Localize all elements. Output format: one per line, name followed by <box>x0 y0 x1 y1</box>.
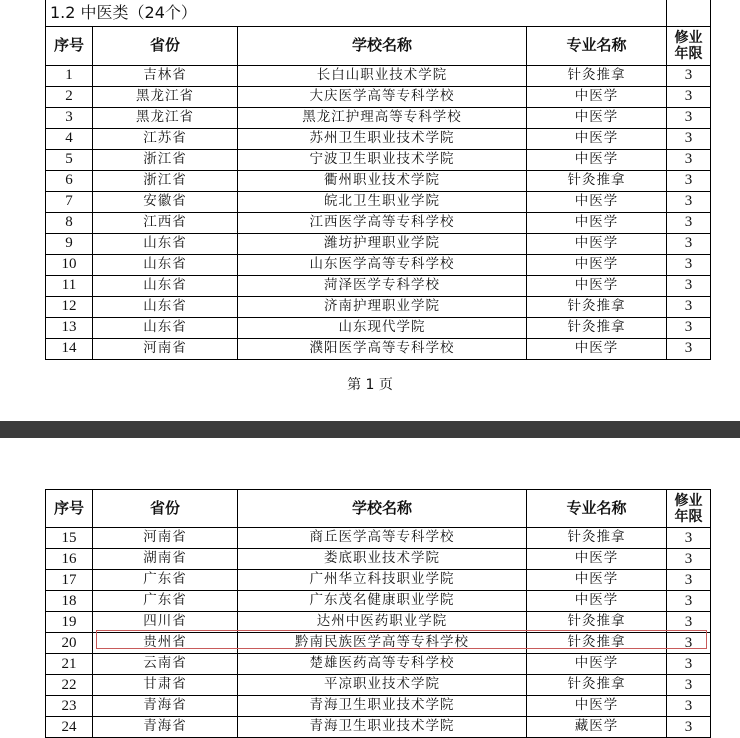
years-cell: 3 <box>667 233 711 254</box>
years-cell: 3 <box>667 675 711 696</box>
table-row <box>46 633 711 654</box>
province-cell: 山东省 <box>93 233 238 254</box>
province-cell: 山东省 <box>93 296 238 317</box>
province-cell: 黑龙江省 <box>93 107 238 128</box>
row-number: 9 <box>46 233 93 254</box>
table-row <box>46 654 711 675</box>
school-table-page-1 <box>45 0 711 360</box>
province-cell: 江西省 <box>93 212 238 233</box>
province-cell: 青海省 <box>93 717 238 738</box>
table-row <box>46 528 711 549</box>
school-name-cell: 楚雄医药高等专科学校 <box>238 654 527 675</box>
years-cell: 3 <box>667 212 711 233</box>
years-cell: 3 <box>667 717 711 738</box>
years-cell: 3 <box>667 549 711 570</box>
row-number: 15 <box>46 528 93 549</box>
row-number: 21 <box>46 654 93 675</box>
major-cell: 中医学 <box>527 654 667 675</box>
school-name-cell: 青海卫生职业技术学院 <box>238 717 527 738</box>
school-name-cell: 平凉职业技术学院 <box>238 675 527 696</box>
major-cell: 中医学 <box>527 696 667 717</box>
major-cell: 针灸推拿 <box>527 296 667 317</box>
province-cell: 云南省 <box>93 654 238 675</box>
school-name-cell: 黑龙江护理高等专科学校 <box>238 107 527 128</box>
major-cell: 中医学 <box>527 191 667 212</box>
row-number: 14 <box>46 338 93 359</box>
section-title: 1.2 中医类（24个） <box>46 0 667 26</box>
major-cell: 针灸推拿 <box>527 675 667 696</box>
major-cell: 中医学 <box>527 570 667 591</box>
school-name-cell: 菏泽医学专科学校 <box>238 275 527 296</box>
table-row <box>46 254 711 275</box>
school-name-cell: 黔南民族医学高等专科学校 <box>238 633 527 654</box>
school-name-cell: 长白山职业技术学院 <box>238 65 527 86</box>
years-cell: 3 <box>667 338 711 359</box>
row-number: 17 <box>46 570 93 591</box>
major-cell: 中医学 <box>527 254 667 275</box>
table-row <box>46 675 711 696</box>
table-row <box>46 570 711 591</box>
school-name-cell: 濮阳医学高等专科学校 <box>238 338 527 359</box>
school-name-cell: 广东茂名健康职业学院 <box>238 591 527 612</box>
header-major: 专业名称 <box>527 490 667 528</box>
years-cell: 3 <box>667 591 711 612</box>
years-cell: 3 <box>667 528 711 549</box>
major-cell: 针灸推拿 <box>527 612 667 633</box>
page-number: 第 1 页 <box>347 377 393 393</box>
school-name-cell: 青海卫生职业技术学院 <box>238 696 527 717</box>
years-cell: 3 <box>667 191 711 212</box>
province-cell: 广东省 <box>93 570 238 591</box>
row-number: 18 <box>46 591 93 612</box>
major-cell: 针灸推拿 <box>527 170 667 191</box>
table-row <box>46 128 711 149</box>
row-number: 2 <box>46 86 93 107</box>
province-cell: 浙江省 <box>93 149 238 170</box>
row-number: 3 <box>46 107 93 128</box>
table-row <box>46 612 711 633</box>
table-row <box>46 191 711 212</box>
school-name-cell: 广州华立科技职业学院 <box>238 570 527 591</box>
row-number: 13 <box>46 317 93 338</box>
major-cell: 藏医学 <box>527 717 667 738</box>
header-major: 专业名称 <box>527 26 667 65</box>
table-row <box>46 591 711 612</box>
province-cell: 湖南省 <box>93 549 238 570</box>
major-cell: 中医学 <box>527 549 667 570</box>
row-number: 23 <box>46 696 93 717</box>
table-row <box>46 296 711 317</box>
years-cell: 3 <box>667 275 711 296</box>
years-cell: 3 <box>667 654 711 675</box>
years-cell: 3 <box>667 612 711 633</box>
row-number: 24 <box>46 717 93 738</box>
major-cell: 针灸推拿 <box>527 528 667 549</box>
school-name-cell: 江西医学高等专科学校 <box>238 212 527 233</box>
row-number: 4 <box>46 128 93 149</box>
school-name-cell: 皖北卫生职业学院 <box>238 191 527 212</box>
table-row <box>46 338 711 359</box>
province-cell: 安徽省 <box>93 191 238 212</box>
school-name-cell: 山东医学高等专科学校 <box>238 254 527 275</box>
province-cell: 四川省 <box>93 612 238 633</box>
school-name-cell: 衢州职业技术学院 <box>238 170 527 191</box>
school-name-cell: 商丘医学高等专科学校 <box>238 528 527 549</box>
header-no: 序号 <box>46 26 93 65</box>
school-name-cell: 苏州卫生职业技术学院 <box>238 128 527 149</box>
header-school: 学校名称 <box>238 490 527 528</box>
province-cell: 河南省 <box>93 528 238 549</box>
row-number: 16 <box>46 549 93 570</box>
province-cell: 山东省 <box>93 275 238 296</box>
province-cell: 河南省 <box>93 338 238 359</box>
major-cell: 中医学 <box>527 128 667 149</box>
table-row <box>46 275 711 296</box>
major-cell: 中医学 <box>527 212 667 233</box>
row-number: 12 <box>46 296 93 317</box>
major-cell: 针灸推拿 <box>527 65 667 86</box>
table-row <box>46 170 711 191</box>
province-cell: 贵州省 <box>93 633 238 654</box>
school-name-cell: 大庆医学高等专科学校 <box>238 86 527 107</box>
row-number: 8 <box>46 212 93 233</box>
row-number: 11 <box>46 275 93 296</box>
school-name-cell: 潍坊护理职业学院 <box>238 233 527 254</box>
school-name-cell: 达州中医药职业学院 <box>238 612 527 633</box>
row-number: 6 <box>46 170 93 191</box>
table-row <box>46 696 711 717</box>
province-cell: 山东省 <box>93 254 238 275</box>
years-cell: 3 <box>667 317 711 338</box>
province-cell: 黑龙江省 <box>93 86 238 107</box>
section-title-row <box>46 0 711 26</box>
table-row <box>46 212 711 233</box>
years-cell: 3 <box>667 86 711 107</box>
header-province: 省份 <box>93 26 238 65</box>
row-number: 1 <box>46 65 93 86</box>
major-cell: 中医学 <box>527 149 667 170</box>
years-cell: 3 <box>667 296 711 317</box>
row-number: 10 <box>46 254 93 275</box>
major-cell: 针灸推拿 <box>527 633 667 654</box>
years-cell: 3 <box>667 633 711 654</box>
province-cell: 吉林省 <box>93 65 238 86</box>
row-number: 22 <box>46 675 93 696</box>
province-cell: 山东省 <box>93 317 238 338</box>
major-cell: 中医学 <box>527 107 667 128</box>
school-name-cell: 山东现代学院 <box>238 317 527 338</box>
table-header-row <box>46 26 711 65</box>
major-cell: 中医学 <box>527 86 667 107</box>
province-cell: 甘肃省 <box>93 675 238 696</box>
major-cell: 中医学 <box>527 233 667 254</box>
years-cell: 3 <box>667 149 711 170</box>
row-number: 5 <box>46 149 93 170</box>
header-province: 省份 <box>93 490 238 528</box>
table-row <box>46 107 711 128</box>
major-cell: 中医学 <box>527 591 667 612</box>
table-row <box>46 549 711 570</box>
province-cell: 江苏省 <box>93 128 238 149</box>
row-number: 19 <box>46 612 93 633</box>
years-cell: 3 <box>667 128 711 149</box>
page-separator <box>0 421 740 438</box>
years-cell: 3 <box>667 107 711 128</box>
school-name-cell: 娄底职业技术学院 <box>238 549 527 570</box>
row-number: 7 <box>46 191 93 212</box>
years-cell: 3 <box>667 254 711 275</box>
major-cell: 中医学 <box>527 275 667 296</box>
table-row <box>46 86 711 107</box>
table-row <box>46 317 711 338</box>
major-cell: 中医学 <box>527 338 667 359</box>
table-row <box>46 717 711 738</box>
table-header-row <box>46 490 711 528</box>
table-row <box>46 233 711 254</box>
province-cell: 广东省 <box>93 591 238 612</box>
table-row <box>46 65 711 86</box>
school-table-page-2 <box>45 489 711 738</box>
header-years: 修业 年限 <box>667 26 711 65</box>
school-name-cell: 济南护理职业学院 <box>238 296 527 317</box>
header-school: 学校名称 <box>238 26 527 65</box>
row-number: 20 <box>46 633 93 654</box>
school-name-cell: 宁波卫生职业技术学院 <box>238 149 527 170</box>
years-cell: 3 <box>667 65 711 86</box>
table-row <box>46 149 711 170</box>
years-cell: 3 <box>667 170 711 191</box>
header-years: 修业 年限 <box>667 490 711 528</box>
years-cell: 3 <box>667 696 711 717</box>
province-cell: 青海省 <box>93 696 238 717</box>
major-cell: 针灸推拿 <box>527 317 667 338</box>
document-page-2 <box>0 438 740 734</box>
province-cell: 浙江省 <box>93 170 238 191</box>
years-cell: 3 <box>667 570 711 591</box>
header-no: 序号 <box>46 490 93 528</box>
